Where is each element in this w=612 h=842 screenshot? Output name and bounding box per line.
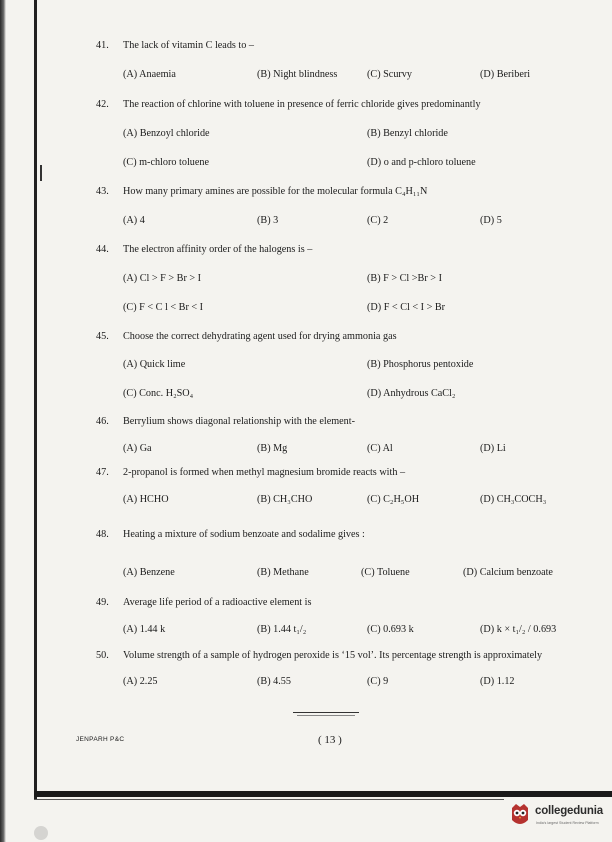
option-a: (A) 2.25	[123, 676, 158, 687]
option-d: (D) 1.12	[480, 676, 515, 687]
question-number: 46.	[96, 416, 109, 427]
page-number: ( 13 )	[318, 734, 342, 746]
brand-watermark	[508, 800, 612, 838]
option-d: (D) Anhydrous CaCl₂	[367, 388, 456, 399]
option-c: (C) 9	[367, 676, 389, 687]
question-number: 45.	[96, 331, 109, 342]
option-b: (B) Benzyl chloride	[367, 128, 448, 139]
brand-name: collegedunia	[535, 805, 603, 817]
option-b: (B) 4.55	[257, 676, 291, 687]
option-d: (D) CH₃COCH₃	[480, 494, 547, 505]
paper-code: JENPARH P&C	[76, 736, 125, 743]
option-c: (C) 0.693 k	[367, 624, 414, 635]
footer-divider	[293, 712, 359, 713]
option-b: (B) Night blindness	[257, 69, 338, 80]
question-number: 41.	[96, 40, 109, 51]
question-number: 49.	[96, 597, 109, 608]
option-a: (A) Anaemia	[123, 69, 176, 80]
question-text: Berrylium shows diagonal relationship with the element-	[123, 416, 355, 427]
question-number: 50.	[96, 650, 109, 661]
option-b: (B) 3	[257, 215, 279, 226]
question-text: The electron affinity order of the halogens is –	[123, 244, 313, 255]
option-d: (D) F < Cl < I > Br	[367, 302, 446, 313]
option-c: (C) F < C l < Br < I	[123, 302, 204, 313]
question-text: 2-propanol is formed when methyl magnesium bromide reacts with –	[123, 467, 406, 478]
option-a: (A) Cl > F > Br > I	[123, 273, 202, 284]
margin-line	[34, 0, 37, 800]
option-b: (B) Phosphorus pentoxide	[367, 359, 474, 370]
question-number: 47.	[96, 467, 109, 478]
question-text: Average life period of a radioactive element is	[123, 597, 312, 608]
question-text: The reaction of chlorine with toluene in presence of ferric chloride gives predominantly	[123, 99, 481, 110]
option-d: (D) 5	[480, 215, 502, 226]
option-b: (B) F > Cl >Br > I	[367, 273, 442, 284]
question-text: The lack of vitamin C leads to –	[123, 40, 254, 51]
option-d: (D) Calcium benzoate	[463, 567, 553, 578]
owl-logo-icon	[508, 802, 532, 828]
question-text: Choose the correct dehydrating agent used for drying ammonia gas	[123, 331, 397, 342]
option-d: (D) k × t₁/₂ / 0.693	[480, 624, 557, 635]
scan-smudge	[34, 826, 48, 840]
option-c: (C) C₂H₅OH	[367, 494, 420, 505]
option-d: (D) o and p-chloro toluene	[367, 157, 476, 168]
option-b: (B) Mg	[257, 443, 288, 454]
option-b: (B) 1.44 t₁/₂	[257, 624, 307, 635]
option-b: (B) Methane	[257, 567, 309, 578]
question-number: 48.	[96, 529, 109, 540]
option-a: (A) HCHO	[123, 494, 169, 505]
option-c: (C) Conc. H₂SO₄	[123, 388, 194, 399]
question-text: How many primary amines are possible for the molecular formula C₄H₁₁N	[123, 186, 428, 197]
question-number: 43.	[96, 186, 109, 197]
option-b: (B) CH₃CHO	[257, 494, 313, 505]
footer-divider	[297, 715, 355, 716]
question-number: 44.	[96, 244, 109, 255]
question-text: Volume strength of a sample of hydrogen peroxide is ‘15 vol’. Its percentage strength is approximately	[123, 650, 543, 661]
option-a: (A) 1.44 k	[123, 624, 166, 635]
scan-edge	[0, 0, 6, 842]
bottom-border-thin	[34, 799, 504, 800]
option-c: (C) Scurvy	[367, 69, 412, 80]
option-a: (A) Benzoyl chloride	[123, 128, 210, 139]
option-d: (D) Li	[480, 443, 506, 454]
brand-tagline: India's largest Student Review Platform	[536, 821, 599, 825]
bottom-border	[34, 791, 612, 797]
margin-mark	[40, 165, 42, 181]
question-text: Heating a mixture of sodium benzoate and sodalime gives :	[123, 529, 365, 540]
option-c: (C) m-chloro toluene	[123, 157, 210, 168]
option-a: (A) Quick lime	[123, 359, 186, 370]
option-a: (A) 4	[123, 215, 145, 226]
option-a: (A) Benzene	[123, 567, 175, 578]
option-c: (C) 2	[367, 215, 389, 226]
option-c: (C) Al	[367, 443, 393, 454]
option-c: (C) Toluene	[361, 567, 410, 578]
option-d: (D) Beriberi	[480, 69, 531, 80]
question-number: 42.	[96, 99, 109, 110]
option-a: (A) Ga	[123, 443, 152, 454]
